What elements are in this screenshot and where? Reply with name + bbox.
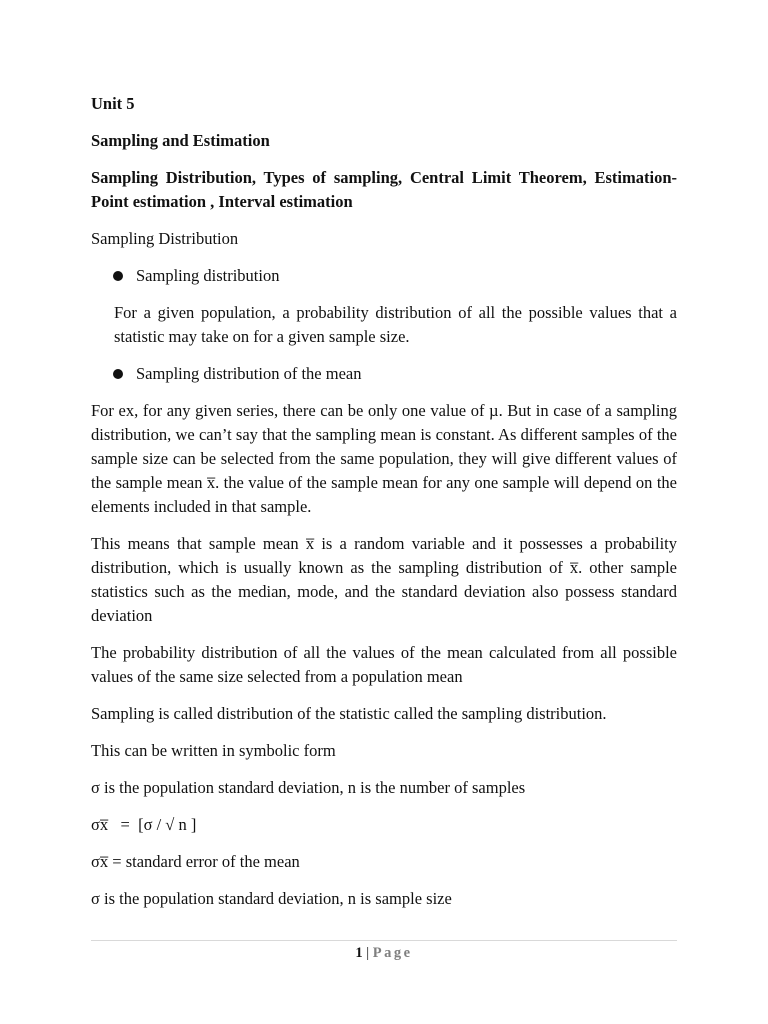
paragraph: This can be written in symbolic form bbox=[91, 741, 336, 760]
page-separator: | bbox=[362, 945, 373, 961]
bullet-dot-icon bbox=[113, 369, 123, 379]
topics-heading: Sampling Distribution, Types of sampling, Central Limit Theorem, Estimation- Point estimation , Interval estimation bbox=[91, 168, 677, 211]
page-number: 1 bbox=[355, 945, 363, 961]
bullet-label: Sampling distribution of the mean bbox=[136, 364, 362, 383]
bullet-label: Sampling distribution bbox=[136, 266, 280, 285]
page-label: Page bbox=[372, 945, 413, 961]
unit-heading: Unit 5 bbox=[91, 94, 135, 113]
paragraph: This means that sample mean x̅ is a random variable and it possesses a probability distribution, which is usually known as the sampling distribution of x̅. other sample statistics such as the median, mode, and the standard deviation also possess standard deviation bbox=[91, 534, 677, 625]
paragraph: σ is the population standard deviation, n is the number of samples bbox=[91, 778, 526, 797]
document-body bbox=[91, 92, 677, 924]
chapter-title: Sampling and Estimation bbox=[91, 131, 270, 150]
bullet-item bbox=[91, 362, 677, 386]
paragraph: Sampling is called distribution of the statistic called the sampling distribution. bbox=[91, 704, 607, 723]
page-footer bbox=[91, 940, 677, 963]
paragraph: The probability distribution of all the values of the mean calculated from all possible values of the same size selected from a population mean bbox=[91, 643, 677, 686]
bullet-dot-icon bbox=[113, 271, 123, 281]
bullet-item bbox=[91, 264, 677, 288]
formula: σx̅ = [σ / √ n ] bbox=[91, 815, 197, 834]
paragraph: For ex, for any given series, there can be only one value of µ. But in case of a sampling distribution, we can’t say that the sampling mean is constant. As different samples of the sample size can be selected from the same population, they will give different values of the sample mean x̅. the value of the sample mean for any one sample will depend on the elements included in that sample. bbox=[91, 401, 677, 516]
paragraph: σx̅ = standard error of the mean bbox=[91, 852, 300, 871]
bullet-description: For a given population, a probability distribution of all the possible values that a statistic may take on for a given sample size. bbox=[114, 303, 677, 346]
paragraph: σ is the population standard deviation, n is sample size bbox=[91, 889, 452, 908]
section-heading: Sampling Distribution bbox=[91, 229, 239, 248]
